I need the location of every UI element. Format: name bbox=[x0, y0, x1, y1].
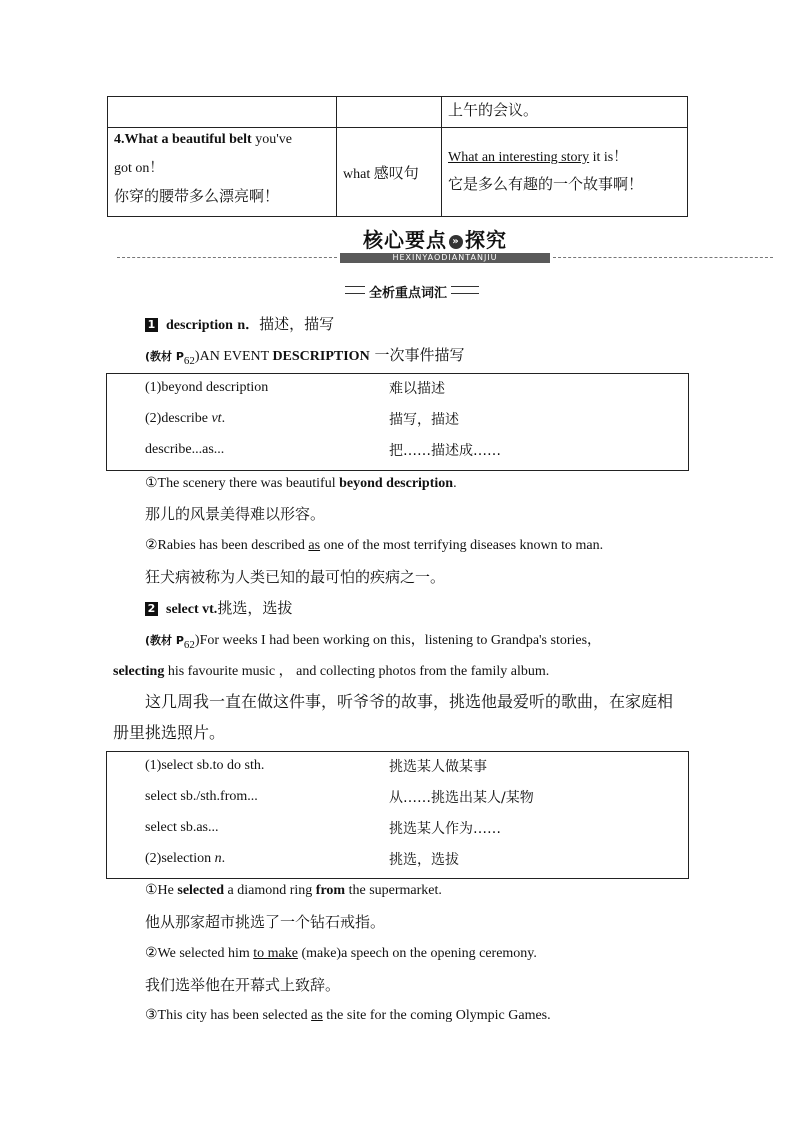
phrase-box bbox=[106, 373, 689, 471]
phrase-cn: 挑选，选拔 bbox=[389, 852, 459, 868]
banner-title-part1: 核心要点 bbox=[363, 228, 447, 252]
table-cell bbox=[337, 97, 442, 128]
example-text: ②Rabies has been described bbox=[145, 538, 309, 553]
textbook-source-line bbox=[145, 629, 601, 651]
example-bold: selected bbox=[177, 883, 225, 898]
phrase-en-italic: vt bbox=[211, 411, 222, 426]
example-2 bbox=[145, 537, 603, 554]
phrase-cn: 挑选某人做某事 bbox=[389, 759, 487, 775]
table-row bbox=[108, 97, 688, 128]
section-heading bbox=[345, 282, 479, 301]
example-answer: as bbox=[311, 1008, 323, 1023]
phrase-cn: 从……挑选出某人/某物 bbox=[389, 790, 534, 806]
source-label: (教材 P bbox=[145, 350, 184, 363]
example-sentence-bold: 4.What a beautiful belt bbox=[114, 132, 252, 147]
top-table bbox=[107, 96, 688, 217]
example-1-translation: 他从那家超市挑选了一个钻石戒指。 bbox=[145, 913, 386, 931]
source-text-bold: DESCRIPTION bbox=[272, 349, 370, 364]
phrase-en: (1)select sb.to do sth. bbox=[145, 758, 265, 773]
table-cell bbox=[108, 97, 337, 128]
textbook-source-line bbox=[145, 344, 464, 367]
source-translation: 一次事件描写 bbox=[369, 346, 465, 364]
example-1 bbox=[145, 882, 442, 899]
example-bold: beyond description bbox=[339, 476, 454, 491]
phrase-cn: 挑选某人作为…… bbox=[389, 821, 501, 837]
cell-text: 上午的会议。 bbox=[448, 101, 539, 119]
example-text: ②We selected him bbox=[145, 946, 254, 961]
vocab-word: description bbox=[166, 318, 233, 333]
source-text: AN EVENT bbox=[199, 349, 273, 364]
example-answer: to make bbox=[253, 946, 298, 961]
phrase-en-italic: n bbox=[214, 851, 222, 866]
phrase-en: select sb./sth.from... bbox=[145, 789, 258, 804]
part-of-speech: n． bbox=[237, 318, 260, 333]
source-text: For weeks I had been working on this，listening to Grandpa's stories， bbox=[199, 633, 602, 648]
phrase-en-part: . bbox=[221, 851, 226, 866]
phrase-en bbox=[145, 411, 225, 427]
source-label: (教材 P bbox=[145, 634, 184, 647]
grammar-type-cn: 感叹句 bbox=[373, 163, 419, 182]
example-2-translation: 我们选举他在开幕式上致辞。 bbox=[145, 976, 341, 994]
phrase-en: describe...as... bbox=[145, 442, 225, 457]
example-text: (make)a speech on the opening ceremony. bbox=[297, 946, 537, 961]
example-text: a diamond ring bbox=[224, 883, 316, 898]
table-cell bbox=[442, 128, 688, 217]
phrase-box bbox=[106, 751, 689, 879]
source-close: ) bbox=[194, 349, 200, 364]
divider-left bbox=[117, 257, 337, 258]
example-text: . bbox=[453, 476, 457, 491]
example-1 bbox=[145, 475, 457, 492]
example-3 bbox=[145, 1007, 551, 1024]
example-answer: as bbox=[308, 538, 321, 553]
vocab-heading-description bbox=[145, 313, 334, 334]
number-badge: 2 bbox=[145, 602, 158, 616]
example-text: ①He bbox=[145, 883, 178, 898]
vocab-word: select vt. bbox=[166, 602, 218, 617]
table-cell bbox=[442, 97, 688, 128]
vocab-meaning: 挑选，选拔 bbox=[217, 599, 293, 617]
phrase-en-part: . bbox=[221, 411, 226, 426]
phrase-en-part: (2)describe bbox=[145, 411, 212, 426]
banner-title-part2: 探究 bbox=[465, 228, 507, 252]
source-close: ) bbox=[194, 633, 200, 648]
example-text: the site for the coming Olympic Games. bbox=[322, 1008, 551, 1023]
table-cell bbox=[337, 128, 442, 217]
phrase-en-part: (2)selection bbox=[145, 851, 215, 866]
textbook-source-line-2 bbox=[113, 660, 549, 680]
source-translation-cont: 册里挑选照片。 bbox=[113, 723, 226, 742]
table-row bbox=[108, 128, 688, 217]
table-cell bbox=[108, 128, 337, 217]
grammar-type-en: what bbox=[343, 166, 374, 182]
example-1-translation: 那儿的风景美得难以形容。 bbox=[145, 505, 326, 523]
answer-underlined: What an interesting story bbox=[448, 150, 590, 165]
phrase-en: (1)beyond description bbox=[145, 380, 269, 395]
phrase-en bbox=[145, 851, 225, 867]
source-page: 62 bbox=[183, 638, 195, 651]
section-banner-title bbox=[363, 224, 507, 253]
example-text: one of the most terrifying diseases known to man. bbox=[320, 538, 604, 553]
phrase-cn: 描写，描述 bbox=[389, 412, 459, 428]
example-sentence-cont: got on！ bbox=[114, 161, 164, 176]
example-text: ③This city has been selected bbox=[145, 1008, 312, 1023]
example-bold: from bbox=[315, 883, 346, 898]
phrase-en: select sb.as... bbox=[145, 820, 219, 835]
source-bold: selecting bbox=[113, 664, 165, 679]
phrase-cn: 难以描述 bbox=[389, 381, 445, 397]
source-page: 62 bbox=[183, 354, 195, 367]
example-translation: 你穿的腰带多么漂亮啊！ bbox=[114, 187, 280, 205]
phrase-cn: 把……描述成…… bbox=[389, 443, 501, 459]
source-translation: 这几周我一直在做这件事，听爷爷的故事，挑选他最爱听的歌曲，在家庭相 bbox=[145, 692, 674, 711]
answer-rest: it is！ bbox=[589, 150, 628, 165]
banner-subtitle: HEXINYAODIANTANJIU bbox=[340, 253, 550, 263]
arrow-icon: » bbox=[449, 235, 463, 249]
divider-right bbox=[553, 257, 773, 258]
source-text: his favourite music ， and collecting photos from the family album. bbox=[164, 664, 550, 679]
vocab-heading-select bbox=[145, 597, 292, 618]
example-sentence-rest: you've bbox=[251, 132, 292, 147]
example-2 bbox=[145, 945, 537, 962]
example-2-translation: 狂犬病被称为人类已知的最可怕的疾病之一。 bbox=[145, 568, 446, 586]
example-text: ①The scenery there was beautiful bbox=[145, 476, 340, 491]
section-heading-label: 全析重点词汇 bbox=[365, 282, 451, 301]
answer-translation: 它是多么有趣的一个故事啊！ bbox=[448, 175, 644, 193]
vocab-meaning: 描述，描写 bbox=[259, 315, 335, 333]
example-text: the supermarket. bbox=[345, 883, 442, 898]
number-badge: 1 bbox=[145, 318, 158, 332]
